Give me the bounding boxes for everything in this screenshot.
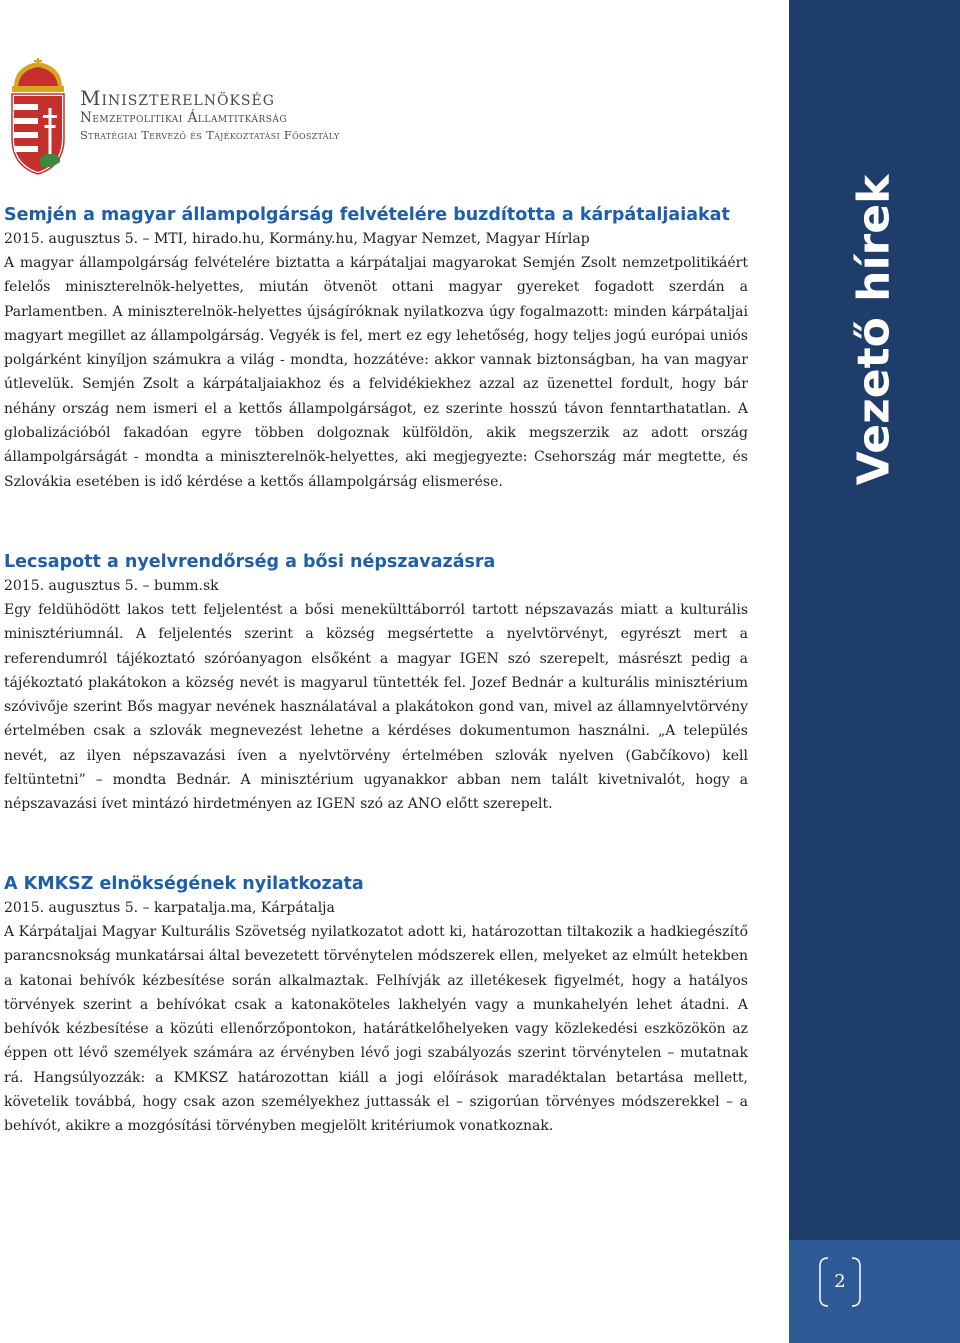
section-label: Vezető hírek [848,174,900,486]
org-department: Stratégiai Tervező és Tájékoztatási Főosztály [80,128,340,142]
article-meta: 2015. augusztus 5. – MTI, hirado.hu, Kormány.hu, Magyar Nemzet, Magyar Hírlap [4,231,590,247]
organization-name [80,86,340,143]
sidebar-footer [789,1240,960,1343]
page-number: 2 [834,1271,846,1292]
article-body: A magyar állampolgárság felvételére biztatta a kárpátaljai magyarokat Semjén Zsolt nemzetpolitikáért felelős miniszterelnök-helyettes, miután ötvenöt ottani magyar gyereket fogadott szerdán a Parlamentben. A miniszterelnök-helyettes újságíróknak nyilatkozva úgy fogalmazott: minden kárpátaljai magyart megillet az állampolgárság. Vegyék is fel, mert ez egy lehetőség, hogy teljes jogú európai uniós polgárként kinyíljon számukra a világ - mondta, hozzátéve: akkor vannak biztonságban, ha van magyar útlevelük. Semjén Zsolt a kárpátaljaiakhoz és a felvidékiekhez azzal az üzenettel fordult, hogy bár néhány ország nem ismeri el a kettős állampolgárságot, ez szerinte hosszú távon fenntarthatatlan. A globalizációból fakadóan egyre többen dolgoznak külföldön, akik megszerzik az adott ország állampolgárságát - mondta a miniszterelnök-helyettes, aki megjegyezte: Csehország már megtette, és Szlovákia esetében is idő kérdése a kettős állampolgárság elismerése. [4,255,748,490]
header [8,58,428,178]
org-subtitle: Nemzetpolitikai Államtitkárság [80,110,288,126]
article-meta: 2015. augusztus 5. – bumm.sk [4,578,219,594]
org-title: Miniszterelnökség [80,86,275,110]
article-body: A Kárpátaljai Magyar Kulturális Szövetség nyilatkozatot adott ki, határozottan tiltakozik a hadkiegészítő parancsnokság munkatársai által bevezetett törvénytelen módszerek ellen, melyeket az elmúlt hetekben a katonai behívók kézbesítése során alkalmaztak. Felhívják az illetékesek figyelmét, hogy a hatályos törvények szerint a behívókat csak a katonaköteles lakhelyén vagy a munkahelyén lehet átadni. A behívók kézbesítése a közúti ellenőrzőpontokon, határátkelőhelyeken vagy közlekedési eszközökön az éppen ott lévő személyek számára az érvényben lévő jogi szabályozás szerint törvénytelen – mutatnak rá. Hangsúlyozzák: a KMKSZ határozottan kiáll a jogi előírások maradéktalan betartása mellett, követelik továbbá, hogy csak azon személyekhez juttassák el – szigorúan törvényes módszerekkel – a behívót, akikre a mozgósítási törvényben megjelölt kritériumok vonatkoznak. [4,924,748,1135]
article [4,550,748,817]
article [4,203,748,494]
article-title: Lecsapott a nyelvrendőrség a bősi népszavazásra [4,552,496,572]
page-number-box [818,1256,862,1308]
article-body: Egy feldühödött lakos tett feljelentést a bősi menekülttáborról tartott népszavazás miatt a kulturális minisztériumnál. A feljelentés szerint a község megsértette a nyelvtörvényt, egyrészt mert a referendumról tájékoztató szóróanyagon elsőként a magyar IGEN szó szerepelt, másrészt pedig a tájékoztató plakátokon a község nevét is magyarul tüntették fel. Jozef Bednár a kulturális minisztérium szóvivője szerint Bős magyar nevének használatával a plakátokon gond van, mivel az államnyelvtörvény értelmében csak a szlovák megnevezést lehetne a kérdéses dokumentumon használni. „A település nevét, az ilyen népszavazási íven a nyelvtörvény értelmében szlovák nyelven (Gabčíkovo) kell feltüntetni” – mondta Bednár. A minisztérium ugyanakkor abban nem talált kivetnivalót, hogy a népszavazási ívet mintázó hirdetményen az IGEN szó az ANO előtt szerepelt. [4,602,748,813]
article [4,872,748,1139]
article-meta: 2015. augusztus 5. – karpatalja.ma, Kárpátalja [4,900,335,916]
article-title: Semjén a magyar állampolgárság felvételére buzdította a kárpátaljaiakat [4,205,730,225]
coat-of-arms-icon [8,58,68,176]
article-title: A KMKSZ elnökségének nyilatkozata [4,874,364,894]
